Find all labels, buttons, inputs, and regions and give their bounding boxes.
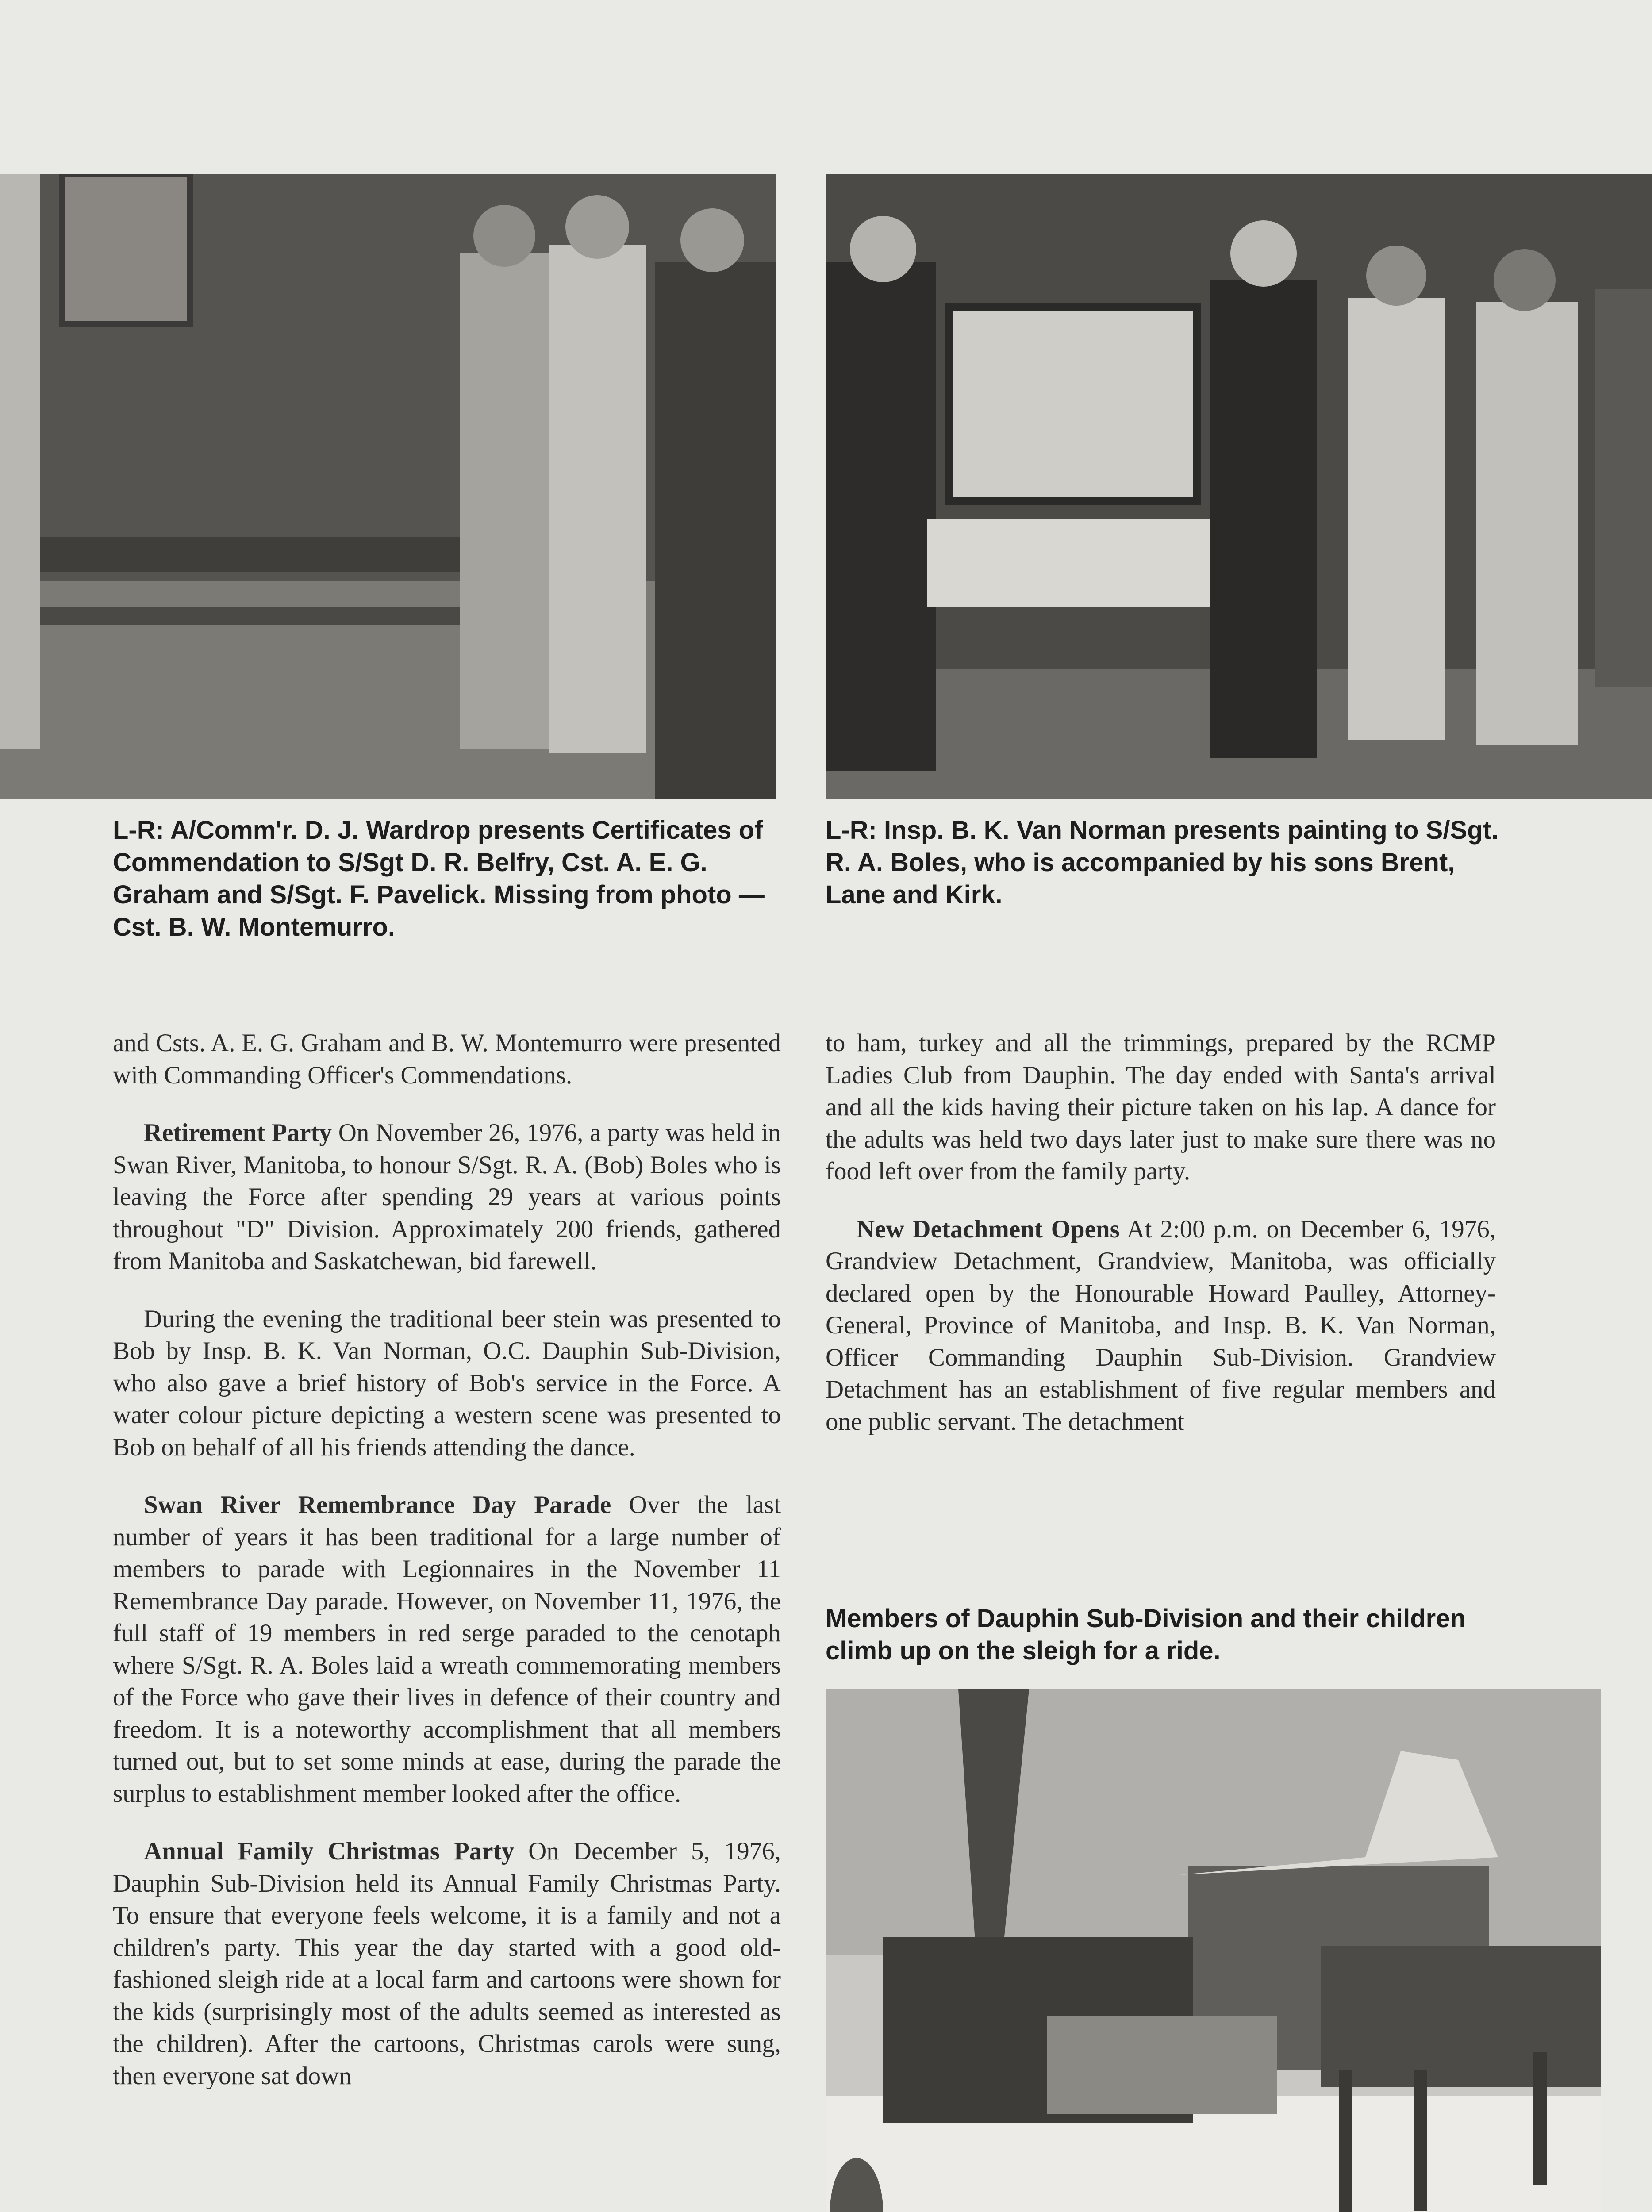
left-column [113, 1027, 781, 2118]
caption-sleigh-photo: Members of Dauphin Sub-Division and their children climb up on the sleigh for a ride. [826, 1604, 1466, 1665]
paragraph-retirement-party [113, 1117, 781, 1278]
heading-new-detachment: New Detachment Opens [857, 1215, 1120, 1243]
text-new-detachment: At 2:00 p.m. on December 6, 1976, Grandview Detachment, Grandview, Manitoba, was officially declared open by the Honourable Howard Paulley, Attorney-General, Province of Manitoba, and Insp. B. K. Van Norman, Officer Commanding Dauphin Sub-Division. Grandview Detachment has an establishment of five regular members and one public servant. The detachment [826, 1215, 1496, 1436]
heading-christmas-party: Annual Family Christmas Party [144, 1837, 515, 1865]
paragraph-remembrance-day [113, 1489, 781, 1810]
photo-certificates-presentation [0, 174, 776, 799]
heading-retirement-party: Retirement Party [144, 1119, 332, 1147]
right-column [826, 1027, 1496, 1463]
paragraph-evening: During the evening the traditional beer stein was presented to Bob by Insp. B. K. Van Norman, O.C. Dauphin Sub-Division, who also gave a brief history of Bob's service in the Force. A water colour picture depicting a western scene was presented to Bob on behalf of all his friends attending the dance. [113, 1305, 781, 1461]
caption-painting-photo: L-R: Insp. B. K. Van Norman presents painting to S/Sgt. R. A. Boles, who is accompanied by his sons Brent, Lane and Kirk. [826, 816, 1498, 909]
photo-sleigh-ride [826, 1689, 1601, 2212]
text-christmas-party: On December 5, 1976, Dauphin Sub-Division held its Annual Family Christmas Party. To ensure that everyone feels welcome, it is a family and not a children's party. This year the day started with a good old-fashioned sleigh ride at a local farm and cartoons were shown for the kids (surprisingly most of the adults seemed as interested as the children). After the cartoons, Christmas carols were sung, then everyone sat down [113, 1837, 781, 2090]
text-remembrance-day: Over the last number of years it has been traditional for a large number of members to parade with Legionnaires in the November 11 Remembrance Day parade. However, on November 11, 1976, the full staff of 19 members in red serge paraded to the cenotaph where S/Sgt. R. A. Boles laid a wreath commemorating members of the Force who gave their lives in defence of their country and freedom. It is a noteworthy accomplishment that all members turned out, but to set some minds at ease, during the parade the surplus to establishment member looked after the office. [113, 1491, 781, 1808]
heading-remembrance-day: Swan River Remembrance Day Parade [144, 1491, 611, 1519]
paragraph-christmas-party [113, 1836, 781, 2092]
paragraph-new-detachment [826, 1214, 1496, 1438]
paragraph-christmas-continued: to ham, turkey and all the trimmings, prepared by the RCMP Ladies Club from Dauphin. The day ended with Santa's arrival and all the kids having their picture taken on his lap. A dance for the adults was held two days later just to make sure there was no food left over from the family party. [826, 1029, 1496, 1185]
paragraph-commendations: and Csts. A. E. G. Graham and B. W. Montemurro were presented with Commanding Officer's Commendations. [113, 1029, 781, 1089]
caption-certificates-photo: L-R: A/Comm'r. D. J. Wardrop presents Certificates of Commendation to S/Sgt D. R. Belfry, Cst. A. E. G. Graham and S/Sgt. F. Pavelick. Missing from photo — Cst. B. W. Montemurro. [113, 816, 765, 941]
text-retirement-party: On November 26, 1976, a party was held in Swan River, Manitoba, to honour S/Sgt. R. A. (Bob) Boles who is leaving the Force after spending 29 years at various points throughout "D" Division. Approximately 200 friends, gathered from Manitoba and Saskatchewan, bid farewell. [113, 1119, 781, 1275]
photo-painting-presentation [826, 174, 1652, 799]
